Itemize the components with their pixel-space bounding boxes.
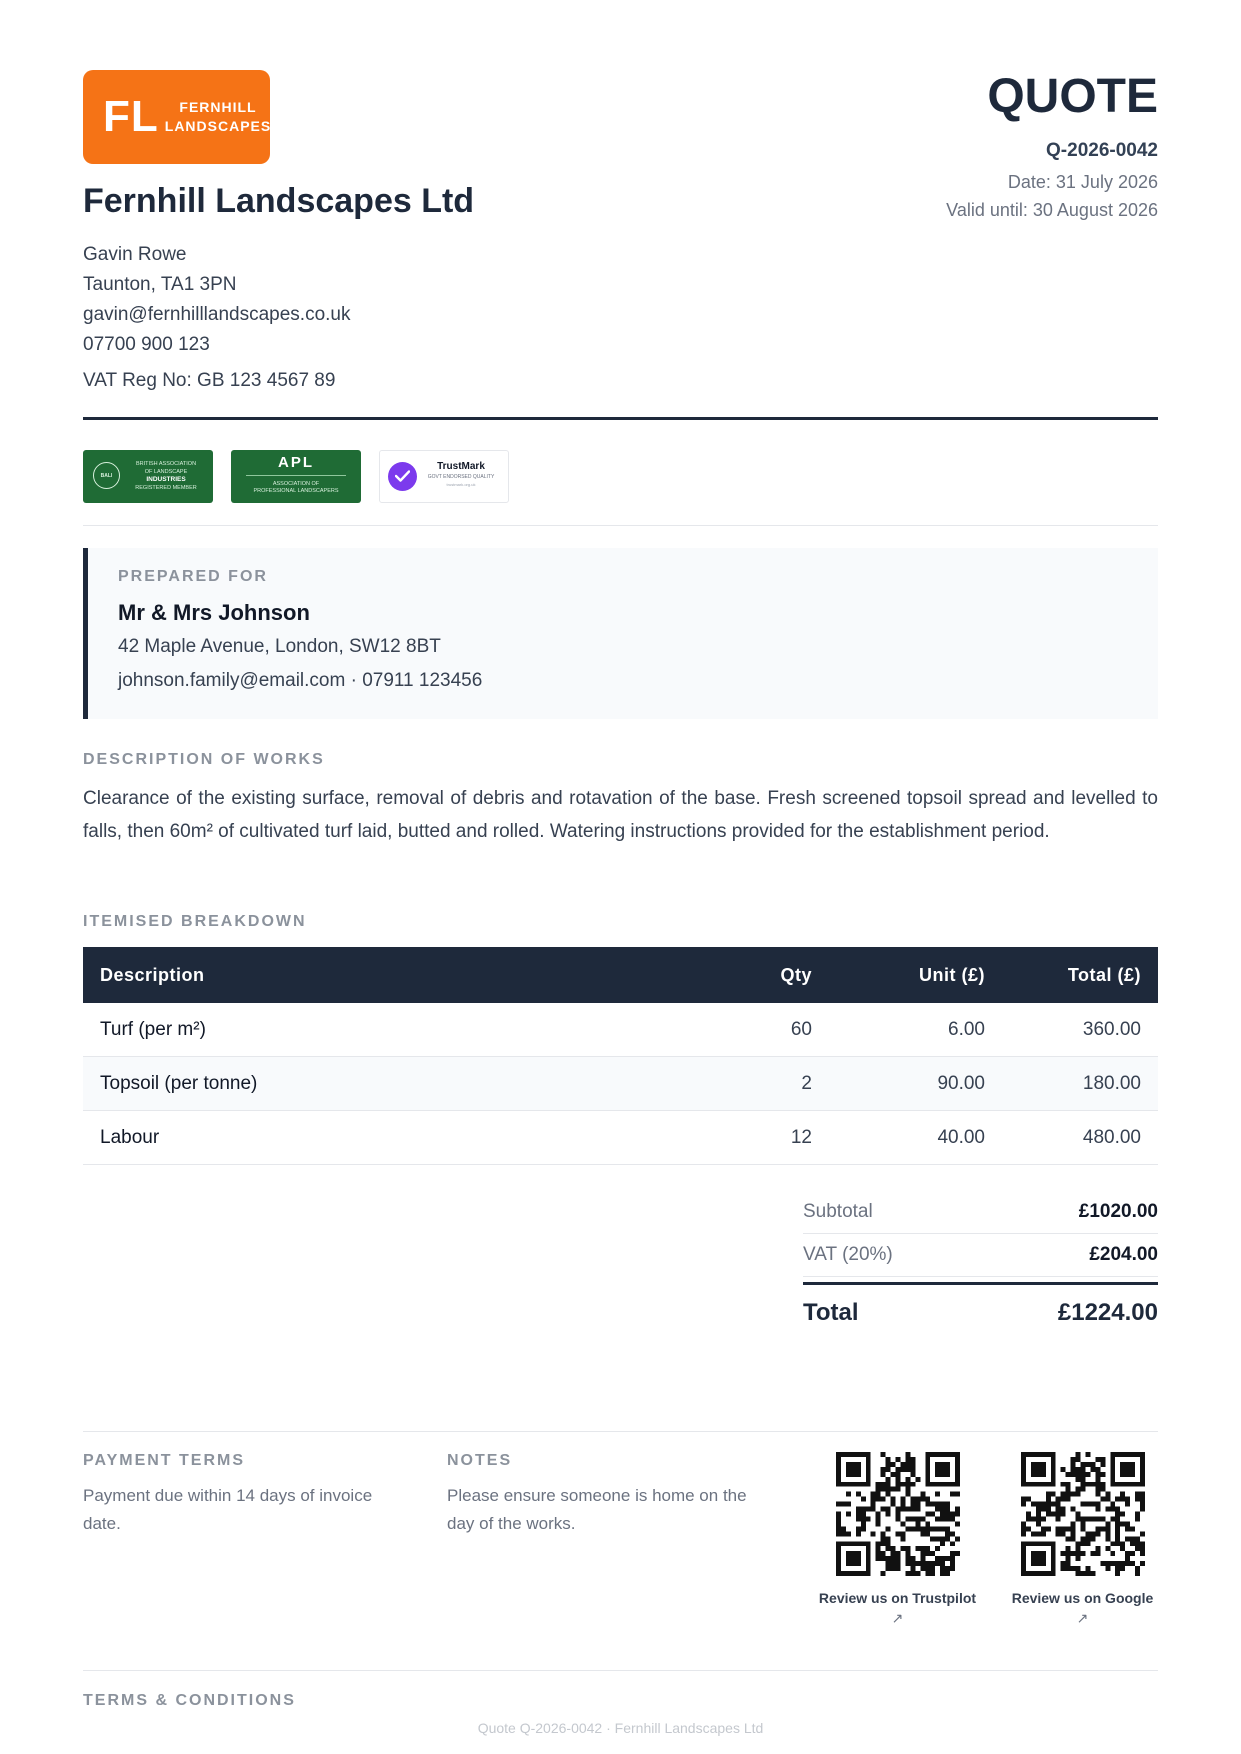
row-total: 360.00 xyxy=(1002,1003,1158,1057)
accreditation-badges xyxy=(83,450,509,503)
apl-title: APL xyxy=(278,454,314,471)
document-title: QUOTE xyxy=(987,70,1158,123)
notes-label: NOTES xyxy=(447,1452,513,1469)
table-row xyxy=(83,1057,1158,1111)
trustmark-title: TrustMark xyxy=(437,461,485,472)
subtotal-value: £1020.00 xyxy=(1078,1201,1158,1222)
row-description: Topsoil (per tonne) xyxy=(83,1057,725,1111)
row-total: 180.00 xyxy=(1002,1057,1158,1111)
google-review[interactable] xyxy=(1000,1452,1165,1627)
quote-date: Date: 31 July 2026 xyxy=(1007,172,1158,192)
logo-line-2: LANDSCAPES xyxy=(164,118,272,134)
notes-text: Please ensure someone is home on the day of the works. xyxy=(447,1486,747,1533)
client-address: 42 Maple Avenue, London, SW12 8BT xyxy=(118,636,441,657)
logo-mark: FL xyxy=(103,92,159,141)
vat-label: VAT (20%) xyxy=(803,1244,893,1265)
payment-terms-label: PAYMENT TERMS xyxy=(83,1452,246,1469)
trustpilot-caption[interactable]: Review us on Trustpilot xyxy=(818,1590,977,1606)
apl-line-1: ASSOCIATION OF xyxy=(272,481,320,487)
logo-wordmark xyxy=(165,98,271,136)
document-meta xyxy=(946,70,1158,224)
breakdown-label: ITEMISED BREAKDOWN xyxy=(83,913,307,930)
row-qty: 2 xyxy=(725,1057,829,1111)
prepared-for-panel xyxy=(83,548,1158,719)
valid-until: Valid until: 30 August 2026 xyxy=(946,200,1158,220)
trustmark-text xyxy=(416,461,506,487)
header-unit: Unit (£) xyxy=(829,947,1002,1003)
logo-line-1: FERNHILL xyxy=(179,99,257,115)
payment-terms xyxy=(83,1452,393,1538)
terms-label: TERMS & CONDITIONS xyxy=(83,1692,296,1709)
vat-row xyxy=(803,1234,1158,1277)
apl-divider xyxy=(246,475,346,476)
badges-divider xyxy=(83,525,1158,526)
totals-divider xyxy=(83,1431,1158,1432)
trustmark-url: trustmark.org.uk xyxy=(446,482,476,487)
company-contact: Gavin Rowe xyxy=(83,244,187,265)
prepared-for-label: PREPARED FOR xyxy=(118,568,268,585)
notes xyxy=(447,1452,757,1538)
trustpilot-review[interactable] xyxy=(815,1452,980,1627)
company-vat: VAT Reg No: GB 123 4567 89 xyxy=(83,370,336,391)
header-qty: Qty xyxy=(725,947,829,1003)
client-contact: johnson.family@email.com · 07911 123456 xyxy=(118,670,483,691)
trustmark-badge xyxy=(379,450,509,503)
apl-badge xyxy=(231,450,361,503)
grand-total-row xyxy=(803,1282,1158,1340)
works-description: Clearance of the existing surface, removal of debris and rotavation of the base. Fresh screened topsoil spread and levelled to falls, then 60m² of cultivated turf laid, butted and rolled. Watering instructions provided for the establishment period. xyxy=(83,788,1158,842)
company-phone[interactable]: 07700 900 123 xyxy=(83,334,210,355)
document-dates xyxy=(946,168,1158,224)
bali-line-3: INDUSTRIES xyxy=(146,476,186,483)
header xyxy=(83,70,1158,410)
subtotal-row xyxy=(803,1191,1158,1234)
vat-value: £204.00 xyxy=(1089,1244,1158,1265)
external-link-icon[interactable]: ↗ xyxy=(891,1610,904,1626)
company-email[interactable]: gavin@fernhilllandscapes.co.uk xyxy=(83,304,351,325)
checkmark-icon xyxy=(388,462,417,491)
table-header-row xyxy=(83,947,1158,1003)
trustpilot-qr-code-icon[interactable] xyxy=(836,1452,960,1576)
payment-terms-text: Payment due within 14 days of invoice date. xyxy=(83,1486,373,1533)
bali-badge xyxy=(83,450,213,503)
quote-document xyxy=(83,70,1158,1709)
total-value: £1224.00 xyxy=(1057,1298,1158,1326)
row-unit: 6.00 xyxy=(829,1003,1002,1057)
bali-line-4: REGISTERED MEMBER xyxy=(135,485,197,491)
itemised-table xyxy=(83,947,1158,1165)
google-qr-code-icon[interactable] xyxy=(1021,1452,1145,1576)
row-total: 480.00 xyxy=(1002,1111,1158,1165)
row-unit: 90.00 xyxy=(829,1057,1002,1111)
quote-number: Q-2026-0042 xyxy=(1046,140,1158,161)
header-total: Total (£) xyxy=(1002,947,1158,1003)
client-name: Mr & Mrs Johnson xyxy=(118,600,310,625)
total-label: Total xyxy=(803,1298,859,1326)
header-divider xyxy=(83,417,1158,420)
bali-line-2: OF LANDSCAPE xyxy=(144,469,188,475)
external-link-icon[interactable]: ↗ xyxy=(1076,1610,1089,1626)
footer-divider xyxy=(83,1670,1158,1671)
company-name: Fernhill Landscapes Ltd xyxy=(83,182,475,220)
subtotal-label: Subtotal xyxy=(803,1201,873,1222)
company-details xyxy=(83,240,351,396)
company-logo xyxy=(83,70,270,164)
table-row xyxy=(83,1111,1158,1165)
bali-emblem-icon: BALI xyxy=(93,462,120,489)
header-description: Description xyxy=(83,947,725,1003)
company-location: Taunton, TA1 3PN xyxy=(83,274,237,295)
works-label: DESCRIPTION OF WORKS xyxy=(83,751,325,768)
apl-line-2: PROFESSIONAL LANDSCAPERS xyxy=(253,488,339,494)
row-qty: 12 xyxy=(725,1111,829,1165)
totals-summary xyxy=(803,1191,1158,1340)
bali-line-1: BRITISH ASSOCIATION xyxy=(135,461,197,467)
trustmark-subtitle: GOVT ENDORSED QUALITY xyxy=(427,474,495,480)
row-description: Turf (per m²) xyxy=(83,1003,725,1057)
row-qty: 60 xyxy=(725,1003,829,1057)
row-unit: 40.00 xyxy=(829,1111,1002,1165)
table-row xyxy=(83,1003,1158,1057)
bali-text xyxy=(125,460,207,492)
page-footer: Quote Q-2026-0042 · Fernhill Landscapes Ltd xyxy=(477,1720,764,1736)
row-description: Labour xyxy=(83,1111,725,1165)
google-caption[interactable]: Review us on Google xyxy=(1011,1590,1154,1606)
